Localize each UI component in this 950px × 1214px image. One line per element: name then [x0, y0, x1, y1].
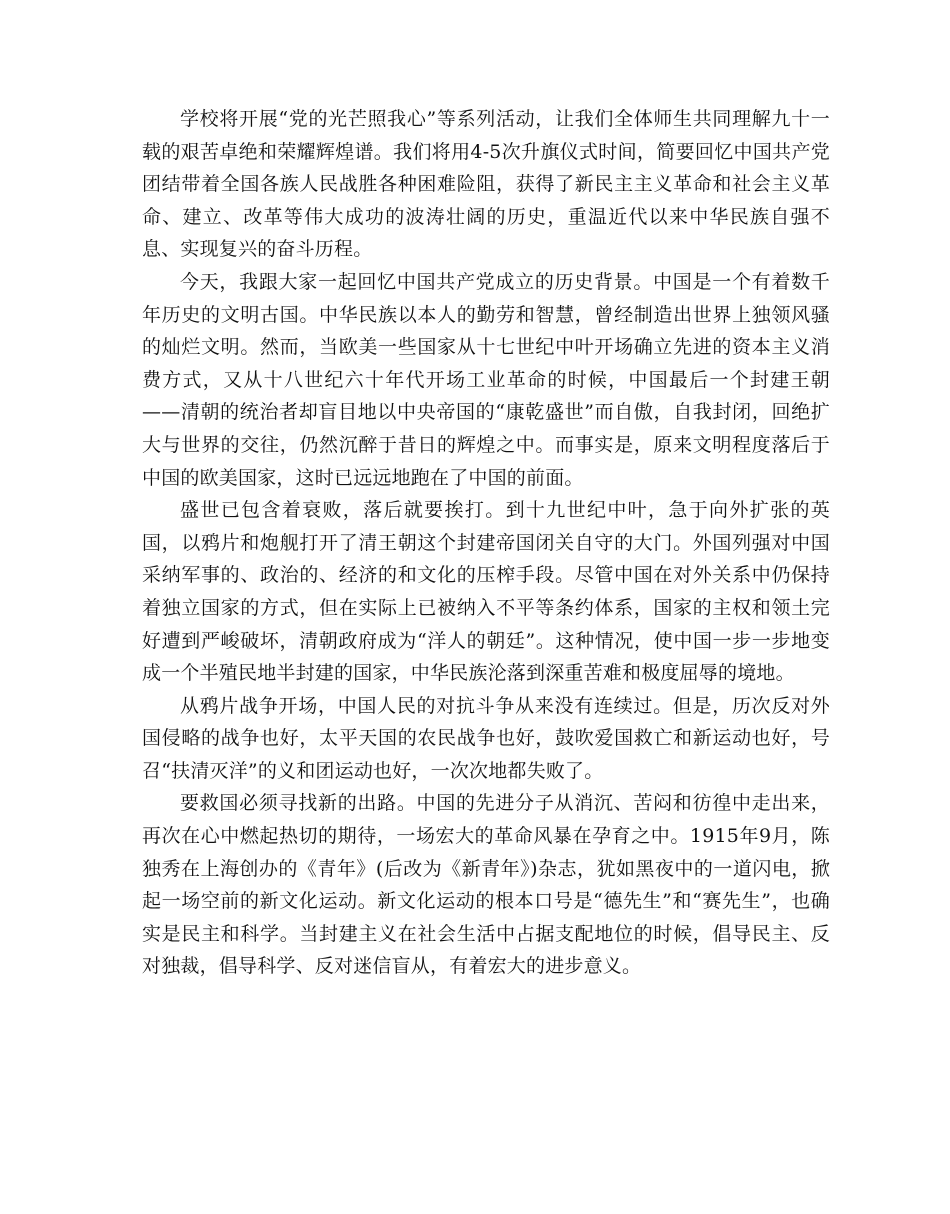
document-body — [142, 103, 830, 983]
paragraph-2: 今天，我跟大家一起回忆中国共产党成立的历史背景。中国是一个有着数千年历史的文明古国。中华民族以本人的勤劳和智慧，曾经制造出世界上独领风骚的灿烂文明。然而，当欧美一些国家从十七世纪中叶开场确立先进的资本主义消费方式，又从十八世纪六十年代开场工业革命的时候，中国最后一个封建王朝——清朝的统治者却盲目地以中央帝国的“康乾盛世”而自傲，自我封闭，回绝扩大与世界的交往，仍然沉醉于昔日的辉煌之中。而事实是，原来文明程度落后于中国的欧美国家，这时已远远地跑在了中国的前面。 — [142, 270, 830, 489]
paragraph-5: 要救国必须寻找新的出路。中国的先进分子从消沉、苦闷和彷徨中走出来，再次在心中燃起热切的期待，一场宏大的革命风暴在孕育之中。1915年9月，陈独秀在上海创办的《青年》(后改为《新青年》)杂志，犹如黑夜中的一道闪电，掀起一场空前的新文化运动。新文化运动的根本口号是“德先生”和“赛先生”，也确实是民主和科学。当封建主义在社会生活中占据支配地位的时候，倡导民主、反对独裁，倡导科学、反对迷信盲从，有着宏大的进步意义。 — [142, 792, 830, 978]
paragraph-4: 从鸦片战争开场，中国人民的对抗斗争从来没有连续过。但是，历次反对外国侵略的战争也好，太平天国的农民战争也好，鼓吹爱国救亡和新运动也好，号召“扶清灭洋”的义和团运动也好，一次次地都失败了。 — [142, 694, 830, 782]
paragraph-3: 盛世已包含着衰败，落后就要挨打。到十九世纪中叶，急于向外扩张的英国，以鸦片和炮舰打开了清王朝这个封建帝国闭关自守的大门。外国列强对中国采纳军事的、政治的、经济的和文化的压榨手段。尽管中国在对外关系中仍保持着独立国家的方式，但在实际上已被纳入不平等条约体系，国家的主权和领土完好遭到严峻破坏，清朝政府成为“洋人的朝廷”。这种情况，使中国一步一步地变成一个半殖民地半封建的国家，中华民族沦落到深重苦难和极度屈辱的境地。 — [142, 499, 830, 685]
paragraph-1: 学校将开展“党的光芒照我心”等系列活动，让我们全体师生共同理解九十一载的艰苦卓绝和荣耀辉煌谱。我们将用4-5次升旗仪式时间，简要回忆中国共产党团结带着全国各族人民战胜各种困难险阻，获得了新民主主义革命和社会主义革命、建立、改革等伟大成功的波涛壮阔的历史，重温近代以来中华民族自强不息、实现复兴的奋斗历程。 — [142, 108, 830, 261]
